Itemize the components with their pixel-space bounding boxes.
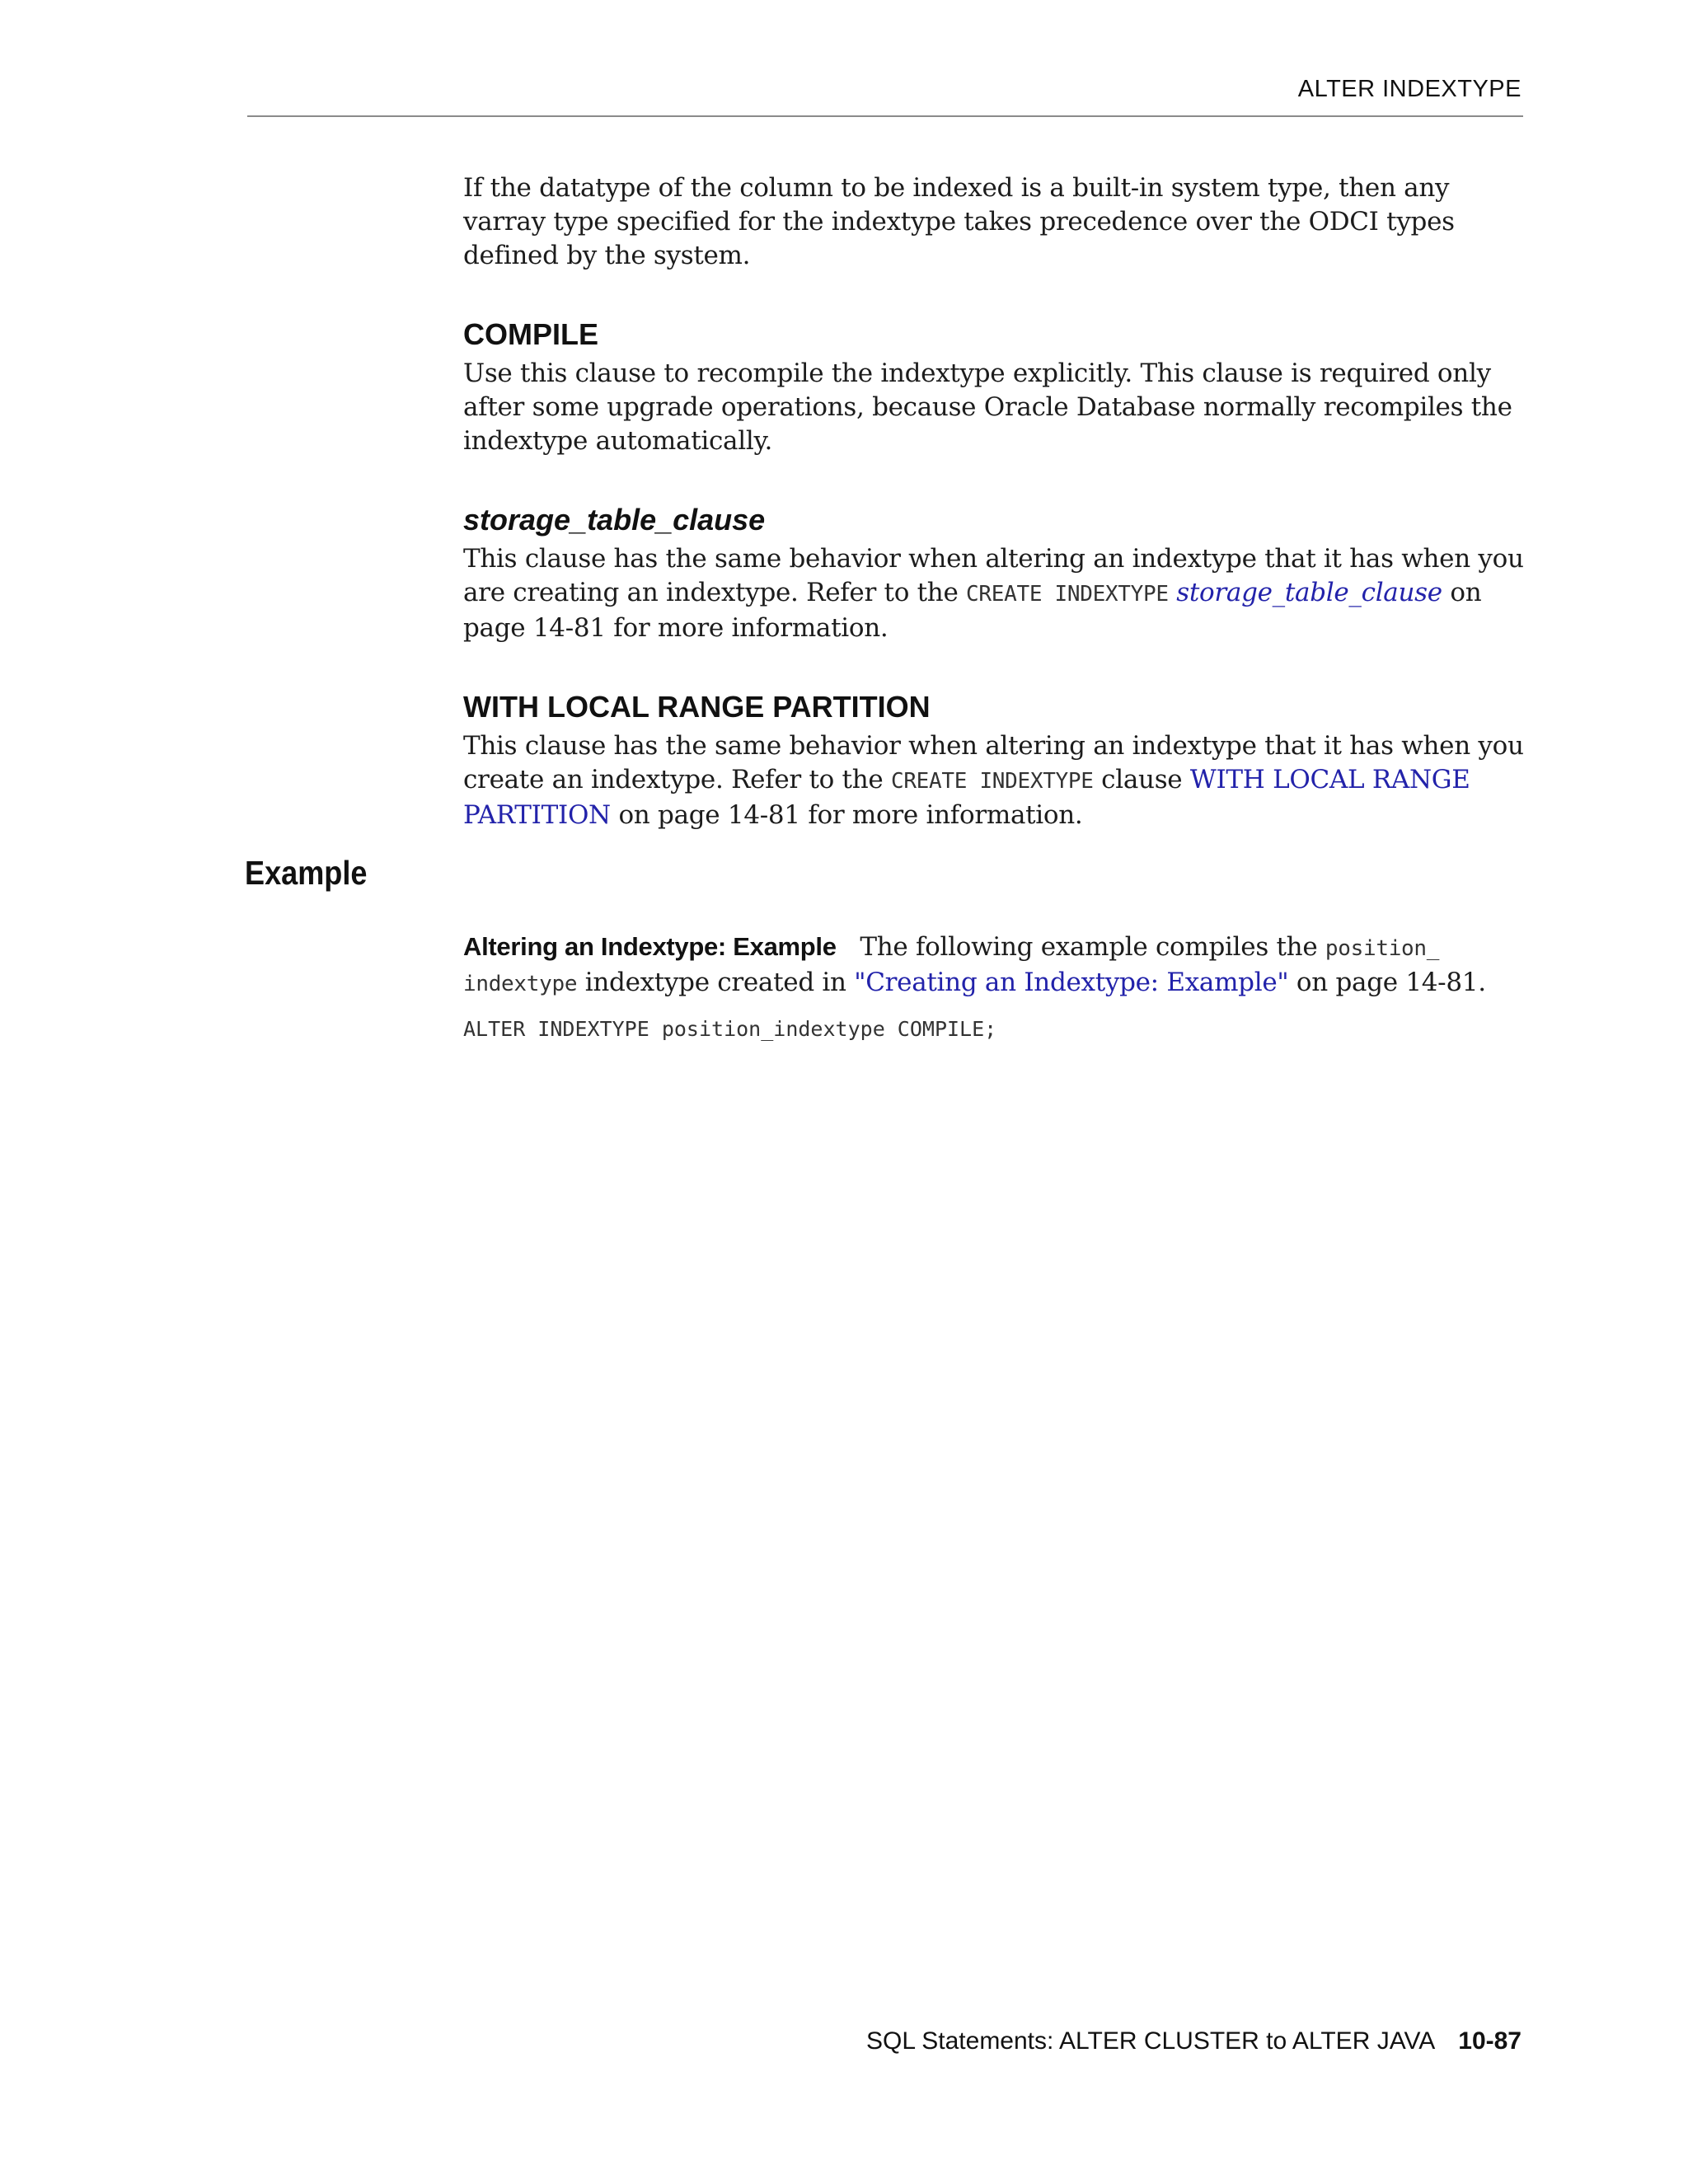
- main-content: [463, 171, 1526, 832]
- example-section-title: Example: [245, 854, 368, 892]
- footer-section-title: SQL Statements: ALTER CLUSTER to ALTER JAVA: [866, 2027, 1436, 2055]
- example-text-middle: indextype created in: [577, 968, 855, 997]
- storage-table-clause-paragraph: [463, 542, 1526, 645]
- with-local-range-partition-link[interactable]: WITH LOCAL RANGE PARTITION: [463, 765, 1470, 830]
- storage-table-clause-heading: storage_table_clause: [463, 503, 766, 537]
- example-paragraph-wrap: [463, 930, 1526, 1001]
- storage-code-create-indextype: CREATE INDEXTYPE: [966, 582, 1169, 607]
- example-text-after: on page 14-81.: [1288, 968, 1486, 997]
- example-runin-heading: Altering an Indextype: Example: [463, 932, 837, 961]
- example-text-before: The following example compiles the: [860, 932, 1325, 962]
- example-code-block: ALTER INDEXTYPE position_indextype COMPILE;: [463, 1017, 997, 1041]
- footer-page-number: 10-87: [1458, 2027, 1522, 2055]
- with-local-range-partition-paragraph: [463, 729, 1526, 832]
- storage-table-clause-link[interactable]: storage_table_clause: [1176, 578, 1442, 607]
- with-local-range-partition-heading: WITH LOCAL RANGE PARTITION: [463, 690, 931, 724]
- wlrp-text-before: This clause has the same behavior when altering an indextype that it has when you create an indextype. Refer to the: [463, 731, 1524, 794]
- wlrp-code-create-indextype: CREATE INDEXTYPE: [890, 769, 1094, 794]
- intro-paragraph: If the datatype of the column to be indexed is a built-in system type, then any varray type specified for the indextype takes precedence over the ODCI types defined by the system.: [463, 173, 1455, 270]
- example-code-indextype: indextype: [463, 972, 578, 996]
- compile-heading: COMPILE: [463, 317, 599, 351]
- compile-paragraph: Use this clause to recompile the indextype explicitly. This clause is required only after some upgrade operations, because Oracle Database normally recompiles the indextype automatically.: [463, 359, 1512, 456]
- wlrp-text-middle: clause: [1093, 765, 1190, 794]
- wlrp-text-after: on page 14-81 for more information.: [610, 800, 1083, 830]
- creating-indextype-example-link[interactable]: "Creating an Indextype: Example": [854, 968, 1289, 997]
- header-rule: [247, 115, 1523, 117]
- running-head: ALTER INDEXTYPE: [1297, 76, 1522, 102]
- example-code-position: position_: [1325, 936, 1440, 961]
- page-footer: [866, 2027, 1522, 2055]
- storage-text-after: on page 14-81 for more information.: [463, 578, 1482, 643]
- storage-text-before: This clause has the same behavior when altering an indextype that it has when you are creating an indextype. Refer to the: [463, 544, 1524, 607]
- example-paragraph: [463, 930, 1526, 1001]
